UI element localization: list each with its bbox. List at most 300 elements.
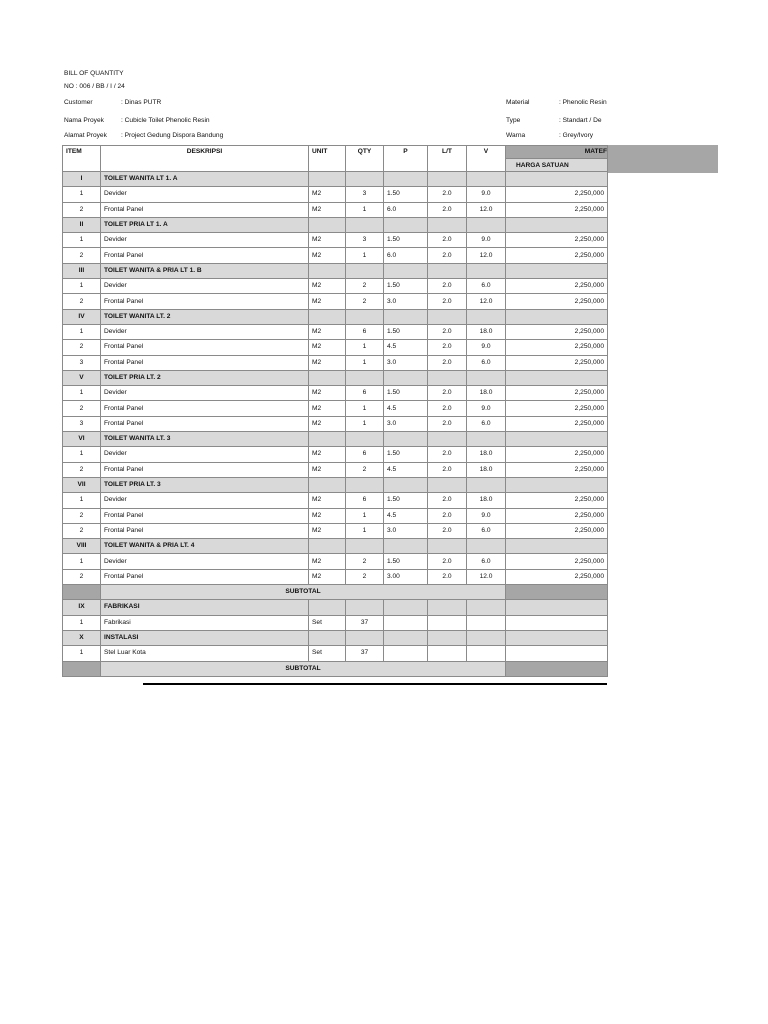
empty-cell [506, 309, 608, 324]
item-p: 1.50 [384, 279, 428, 294]
table-row [63, 340, 608, 355]
subtotal-row [63, 585, 608, 600]
table-row [63, 233, 608, 248]
item-v: 18.0 [467, 493, 506, 508]
item-lt: 2.0 [428, 554, 467, 569]
item-v: 18.0 [467, 386, 506, 401]
item-number: 2 [63, 401, 101, 416]
item-lt: 2.0 [428, 187, 467, 202]
table-row [63, 554, 608, 569]
section-title: TOILET WANITA LT 1. A [101, 172, 309, 187]
item-number: 1 [63, 324, 101, 339]
item-lt: 2.0 [428, 340, 467, 355]
item-lt: 2.0 [428, 401, 467, 416]
item-description: Frontal Panel [101, 248, 309, 263]
item-description: Frontal Panel [101, 569, 309, 584]
doc-number: NO : 006 / BB / I / 24 [64, 83, 125, 90]
empty-cell [309, 172, 346, 187]
item-description: Devider [101, 187, 309, 202]
item-description: Frontal Panel [101, 523, 309, 538]
header-unit-price: HARGA SATUAN [506, 159, 608, 172]
table-row [63, 416, 608, 431]
item-unit: M2 [309, 187, 346, 202]
item-v: 9.0 [467, 508, 506, 523]
header-material: MATEF [506, 146, 608, 159]
section-number: VI [63, 432, 101, 447]
item-description: Devider [101, 233, 309, 248]
item-unit: M2 [309, 569, 346, 584]
table-row [63, 401, 608, 416]
item-unit-price: 2,250,000 [506, 569, 608, 584]
item-p: 3.00 [384, 569, 428, 584]
item-lt: 2.0 [428, 324, 467, 339]
empty-cell [467, 432, 506, 447]
section-number: V [63, 370, 101, 385]
doc-title: BILL OF QUANTITY [64, 70, 124, 77]
empty-cell [506, 263, 608, 278]
empty-cell [309, 600, 346, 615]
empty-cell [309, 630, 346, 645]
table-row [63, 493, 608, 508]
item-qty: 6 [346, 386, 384, 401]
item-unit: M2 [309, 462, 346, 477]
empty-cell [467, 263, 506, 278]
table-row [63, 202, 608, 217]
item-qty: 2 [346, 569, 384, 584]
section-row [63, 172, 608, 187]
item-lt: 2.0 [428, 493, 467, 508]
item-unit-price: 2,250,000 [506, 355, 608, 370]
material-label: Material [506, 99, 530, 106]
table-row [63, 646, 608, 661]
item-v: 18.0 [467, 324, 506, 339]
empty-cell [384, 309, 428, 324]
empty-cell [346, 539, 384, 554]
empty-cell [346, 600, 384, 615]
item-lt: 2.0 [428, 202, 467, 217]
item-description: Frontal Panel [101, 294, 309, 309]
item-lt: 2.0 [428, 355, 467, 370]
section-row [63, 630, 608, 645]
item-number: 2 [63, 523, 101, 538]
item-unit: M2 [309, 279, 346, 294]
section-title: TOILET PRIA LT. 2 [101, 370, 309, 385]
item-description: Stel Luar Kota [101, 646, 309, 661]
item-p: 1.50 [384, 324, 428, 339]
item-qty: 6 [346, 324, 384, 339]
section-number: X [63, 630, 101, 645]
empty-cell [346, 370, 384, 385]
item-description: Frontal Panel [101, 202, 309, 217]
empty-cell [467, 477, 506, 492]
item-unit-price: 2,250,000 [506, 324, 608, 339]
empty-cell [428, 432, 467, 447]
section-number: VII [63, 477, 101, 492]
empty-cell [428, 539, 467, 554]
item-unit-price: 2,250,000 [506, 508, 608, 523]
item-v: 9.0 [467, 187, 506, 202]
item-qty: 1 [346, 508, 384, 523]
empty-cell [309, 263, 346, 278]
item-unit: M2 [309, 386, 346, 401]
project-value: : Cubicle Toilet Phenolic Resin [121, 117, 210, 124]
empty-cell [346, 477, 384, 492]
item-p: 1.50 [384, 554, 428, 569]
item-p: 4.5 [384, 508, 428, 523]
subtotal-label: SUBTOTAL [101, 585, 506, 600]
item-unit: M2 [309, 340, 346, 355]
item-description: Fabrikasi [101, 615, 309, 630]
item-unit: M2 [309, 401, 346, 416]
item-qty: 2 [346, 294, 384, 309]
empty-cell [346, 309, 384, 324]
section-number: II [63, 217, 101, 232]
section-title: INSTALASI [101, 630, 309, 645]
item-qty: 37 [346, 646, 384, 661]
item-number: 2 [63, 569, 101, 584]
empty-cell [384, 539, 428, 554]
subtotal-label: SUBTOTAL [101, 661, 506, 676]
empty-cell [506, 600, 608, 615]
table-row [63, 462, 608, 477]
item-v: 9.0 [467, 340, 506, 355]
item-description: Devider [101, 324, 309, 339]
empty-cell [428, 217, 467, 232]
empty-cell [428, 600, 467, 615]
empty-cell [63, 661, 101, 676]
section-number: IX [63, 600, 101, 615]
empty-cell [506, 630, 608, 645]
item-unit-price: 2,250,000 [506, 248, 608, 263]
item-number: 3 [63, 416, 101, 431]
item-p: 3.0 [384, 523, 428, 538]
item-number: 2 [63, 340, 101, 355]
item-description: Frontal Panel [101, 508, 309, 523]
item-lt: 2.0 [428, 386, 467, 401]
empty-cell [467, 217, 506, 232]
table-row [63, 615, 608, 630]
item-number: 1 [63, 554, 101, 569]
item-number: 1 [63, 187, 101, 202]
item-qty: 3 [346, 233, 384, 248]
address-value: : Project Gedung Dispora Bandung [121, 132, 224, 139]
item-description: Frontal Panel [101, 462, 309, 477]
customer-label: Customer [64, 99, 93, 106]
table-row [63, 447, 608, 462]
item-v: 12.0 [467, 569, 506, 584]
empty-cell [384, 370, 428, 385]
type-value: : Standart / De [559, 117, 602, 124]
item-v: 12.0 [467, 202, 506, 217]
item-number: 2 [63, 294, 101, 309]
item-qty: 3 [346, 187, 384, 202]
item-unit-price [506, 615, 608, 630]
item-qty: 1 [346, 401, 384, 416]
empty-cell [428, 263, 467, 278]
section-number: I [63, 172, 101, 187]
empty-cell [346, 432, 384, 447]
item-v [467, 646, 506, 661]
empty-cell [346, 630, 384, 645]
item-p: 4.5 [384, 462, 428, 477]
item-number: 3 [63, 355, 101, 370]
header-item: ITEM [63, 146, 101, 172]
item-unit: M2 [309, 202, 346, 217]
empty-cell [467, 630, 506, 645]
item-lt: 2.0 [428, 416, 467, 431]
empty-cell [467, 539, 506, 554]
item-unit-price: 2,250,000 [506, 294, 608, 309]
item-v: 6.0 [467, 554, 506, 569]
item-unit-price: 2,250,000 [506, 462, 608, 477]
table-row [63, 355, 608, 370]
item-lt: 2.0 [428, 569, 467, 584]
table-bottom-border [143, 683, 607, 685]
item-qty: 2 [346, 279, 384, 294]
item-qty: 1 [346, 355, 384, 370]
item-description: Devider [101, 279, 309, 294]
item-unit-price: 2,250,000 [506, 554, 608, 569]
item-unit-price: 2,250,000 [506, 493, 608, 508]
item-unit: Set [309, 646, 346, 661]
item-unit-price: 2,250,000 [506, 447, 608, 462]
item-description: Frontal Panel [101, 355, 309, 370]
address-label: Alamat Proyek [64, 132, 107, 139]
item-number: 1 [63, 279, 101, 294]
section-row [63, 309, 608, 324]
item-unit-price: 2,250,000 [506, 340, 608, 355]
item-qty: 2 [346, 554, 384, 569]
section-title: TOILET WANITA & PRIA LT 1. B [101, 263, 309, 278]
table-row [63, 248, 608, 263]
section-title: TOILET WANITA LT. 2 [101, 309, 309, 324]
item-unit-price: 2,250,000 [506, 523, 608, 538]
item-unit: M2 [309, 508, 346, 523]
item-qty: 6 [346, 447, 384, 462]
item-lt: 2.0 [428, 447, 467, 462]
color-value: : Grey/Ivory [559, 132, 594, 139]
section-number: VIII [63, 539, 101, 554]
header-desc: DESKRIPSI [101, 146, 309, 172]
empty-cell [346, 217, 384, 232]
header-p: P [384, 146, 428, 172]
item-lt: 2.0 [428, 279, 467, 294]
item-number: 2 [63, 202, 101, 217]
item-p: 1.50 [384, 493, 428, 508]
section-row [63, 263, 608, 278]
item-p: 6.0 [384, 202, 428, 217]
item-number: 1 [63, 233, 101, 248]
empty-cell [506, 432, 608, 447]
material-header-extension [607, 145, 718, 173]
table-row [63, 386, 608, 401]
item-unit: M2 [309, 416, 346, 431]
item-unit-price: 2,250,000 [506, 187, 608, 202]
empty-cell [384, 217, 428, 232]
item-unit: M2 [309, 355, 346, 370]
empty-cell [467, 600, 506, 615]
section-number: IV [63, 309, 101, 324]
item-number: 1 [63, 615, 101, 630]
item-description: Devider [101, 493, 309, 508]
item-p: 1.50 [384, 233, 428, 248]
table-row [63, 508, 608, 523]
item-qty: 6 [346, 493, 384, 508]
empty-cell [428, 309, 467, 324]
item-number: 1 [63, 493, 101, 508]
item-p: 1.50 [384, 386, 428, 401]
table-row [63, 279, 608, 294]
item-unit-price [506, 646, 608, 661]
item-qty: 1 [346, 202, 384, 217]
table-header-row [63, 146, 608, 159]
item-v: 9.0 [467, 233, 506, 248]
item-p: 3.0 [384, 355, 428, 370]
section-row [63, 477, 608, 492]
item-description: Frontal Panel [101, 416, 309, 431]
item-lt [428, 615, 467, 630]
item-unit-price: 2,250,000 [506, 233, 608, 248]
item-lt: 2.0 [428, 523, 467, 538]
item-number: 2 [63, 508, 101, 523]
item-qty: 1 [346, 248, 384, 263]
item-p [384, 615, 428, 630]
item-description: Frontal Panel [101, 401, 309, 416]
empty-cell [428, 477, 467, 492]
section-row [63, 539, 608, 554]
item-unit-price: 2,250,000 [506, 386, 608, 401]
item-unit: M2 [309, 523, 346, 538]
section-title: TOILET PRIA LT 1. A [101, 217, 309, 232]
empty-cell [384, 477, 428, 492]
item-number: 1 [63, 646, 101, 661]
type-label: Type [506, 117, 521, 124]
item-unit: M2 [309, 324, 346, 339]
section-row [63, 370, 608, 385]
item-unit-price: 2,250,000 [506, 416, 608, 431]
section-row [63, 600, 608, 615]
color-label: Warna [506, 132, 526, 139]
empty-cell [467, 172, 506, 187]
item-lt: 2.0 [428, 462, 467, 477]
boq-table [62, 145, 608, 677]
empty-cell [506, 370, 608, 385]
empty-cell [506, 585, 608, 600]
item-unit-price: 2,250,000 [506, 401, 608, 416]
item-v [467, 615, 506, 630]
header-v: V [467, 146, 506, 172]
empty-cell [506, 172, 608, 187]
subtotal-row [63, 661, 608, 676]
item-unit: M2 [309, 294, 346, 309]
item-p: 3.0 [384, 416, 428, 431]
item-unit: M2 [309, 554, 346, 569]
item-p: 1.50 [384, 447, 428, 462]
item-p: 4.5 [384, 340, 428, 355]
item-unit: M2 [309, 248, 346, 263]
item-unit: Set [309, 615, 346, 630]
item-lt: 2.0 [428, 233, 467, 248]
item-unit: M2 [309, 233, 346, 248]
item-description: Devider [101, 554, 309, 569]
item-unit: M2 [309, 447, 346, 462]
empty-cell [428, 630, 467, 645]
item-number: 1 [63, 447, 101, 462]
item-lt: 2.0 [428, 294, 467, 309]
item-number: 1 [63, 386, 101, 401]
item-number: 2 [63, 248, 101, 263]
empty-cell [309, 217, 346, 232]
empty-cell [428, 172, 467, 187]
empty-cell [506, 217, 608, 232]
table-row [63, 569, 608, 584]
empty-cell [506, 539, 608, 554]
empty-cell [309, 477, 346, 492]
item-description: Devider [101, 447, 309, 462]
empty-cell [346, 263, 384, 278]
item-unit-price: 2,250,000 [506, 279, 608, 294]
empty-cell [384, 630, 428, 645]
item-qty: 37 [346, 615, 384, 630]
section-title: TOILET WANITA LT. 3 [101, 432, 309, 447]
empty-cell [384, 432, 428, 447]
section-title: FABRIKASI [101, 600, 309, 615]
empty-cell [467, 309, 506, 324]
item-qty: 1 [346, 416, 384, 431]
item-v: 6.0 [467, 523, 506, 538]
item-p: 6.0 [384, 248, 428, 263]
section-title: TOILET WANITA & PRIA LT. 4 [101, 539, 309, 554]
empty-cell [506, 477, 608, 492]
item-unit: M2 [309, 493, 346, 508]
item-qty: 2 [346, 462, 384, 477]
item-p: 1.50 [384, 187, 428, 202]
item-description: Frontal Panel [101, 340, 309, 355]
item-v: 18.0 [467, 462, 506, 477]
item-lt [428, 646, 467, 661]
header-lt: L/T [428, 146, 467, 172]
empty-cell [384, 172, 428, 187]
empty-cell [309, 309, 346, 324]
section-title: TOILET PRIA LT. 3 [101, 477, 309, 492]
table-row [63, 523, 608, 538]
item-v: 6.0 [467, 355, 506, 370]
section-row [63, 217, 608, 232]
item-p [384, 646, 428, 661]
item-p: 4.5 [384, 401, 428, 416]
item-v: 18.0 [467, 447, 506, 462]
item-v: 6.0 [467, 279, 506, 294]
empty-cell [309, 432, 346, 447]
customer-value: : Dinas PUTR [121, 99, 162, 106]
empty-cell [309, 370, 346, 385]
empty-cell [384, 263, 428, 278]
section-row [63, 432, 608, 447]
project-label: Nama Proyek [64, 117, 104, 124]
empty-cell [467, 370, 506, 385]
item-lt: 2.0 [428, 248, 467, 263]
item-p: 3.0 [384, 294, 428, 309]
item-lt: 2.0 [428, 508, 467, 523]
item-qty: 1 [346, 340, 384, 355]
item-v: 12.0 [467, 248, 506, 263]
empty-cell [63, 585, 101, 600]
table-row [63, 324, 608, 339]
item-v: 6.0 [467, 416, 506, 431]
empty-cell [506, 661, 608, 676]
item-v: 9.0 [467, 401, 506, 416]
empty-cell [346, 172, 384, 187]
